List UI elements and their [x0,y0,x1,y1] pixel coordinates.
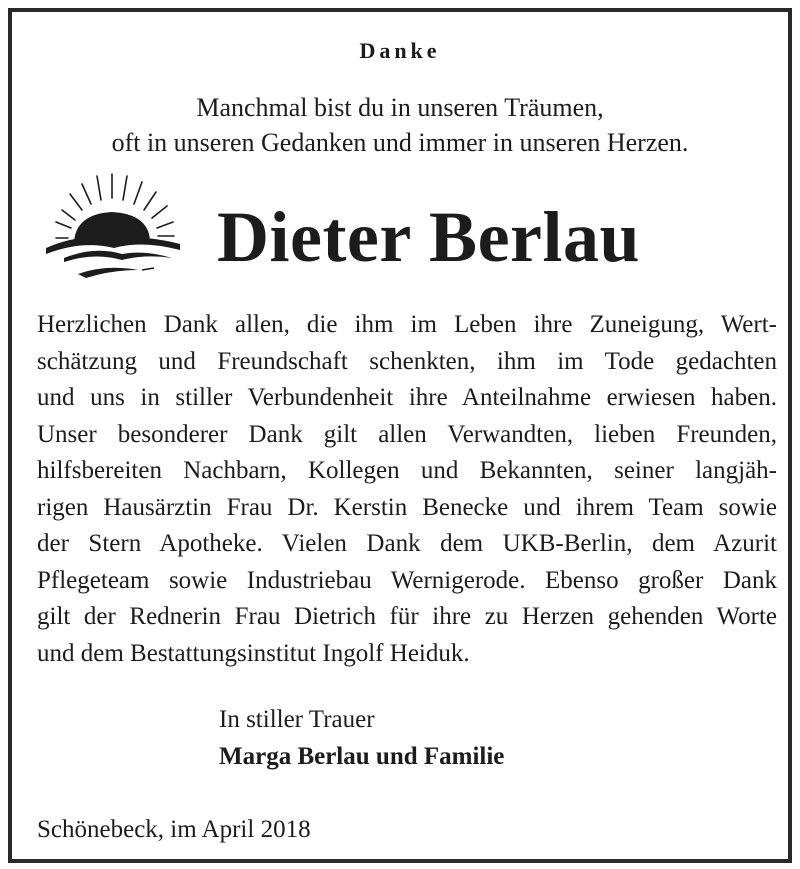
sunrise-over-hills-icon [42,170,192,290]
obituary-notice [8,8,792,863]
body-line: Unser besonderer Dank gilt allen Verwandten, lieben Freunden, [37,420,777,448]
body-line: und dem Bestattungsinstitut Ingolf Heiduk. [37,639,470,667]
body-line: Herzlichen Dank allen, die ihm im Leben ihre Zuneigung, Wert- [37,311,777,338]
mourning-line: In stiller Trauer [219,706,375,733]
family-signature: Marga Berlau und Familie [219,743,505,770]
place-and-date: Schönebeck, im April 2018 [37,816,311,843]
memorial-quote [12,90,788,160]
body-line: rigen Hausärztin Frau Dr. Kerstin Benecke und ihrem Team sowie [37,493,777,521]
body-line: gilt der Rednerin Frau Dietrich für ihre zu Herzen gehenden Worte [37,603,777,630]
body-line: hilfsbereiten Nachbarn, Kollegen und Bekannten, seiner langjäh- [37,457,777,484]
body-line: und uns in stiller Verbundenheit ihre Anteilnahme erwiesen haben. [37,384,777,411]
body-line: Pflegeteam sowie Industriebau Wernigerode. Ebenso großer Dank [37,566,777,594]
thank-you-text [37,307,777,672]
quote-line: Manchmal bist du in unseren Träumen, [196,93,604,122]
quote-line: oft in unseren Gedanken und immer in unseren Herzen. [111,128,689,157]
body-line: schätzung und Freundschaft schenkten, ihm im Tode gedachten [37,347,777,375]
deceased-name: Dieter Berlau [217,197,641,277]
body-line: der Stern Apotheke. Vielen Dank dem UKB-Berlin, dem Azurit [37,530,777,557]
heading: Danke [359,38,441,63]
